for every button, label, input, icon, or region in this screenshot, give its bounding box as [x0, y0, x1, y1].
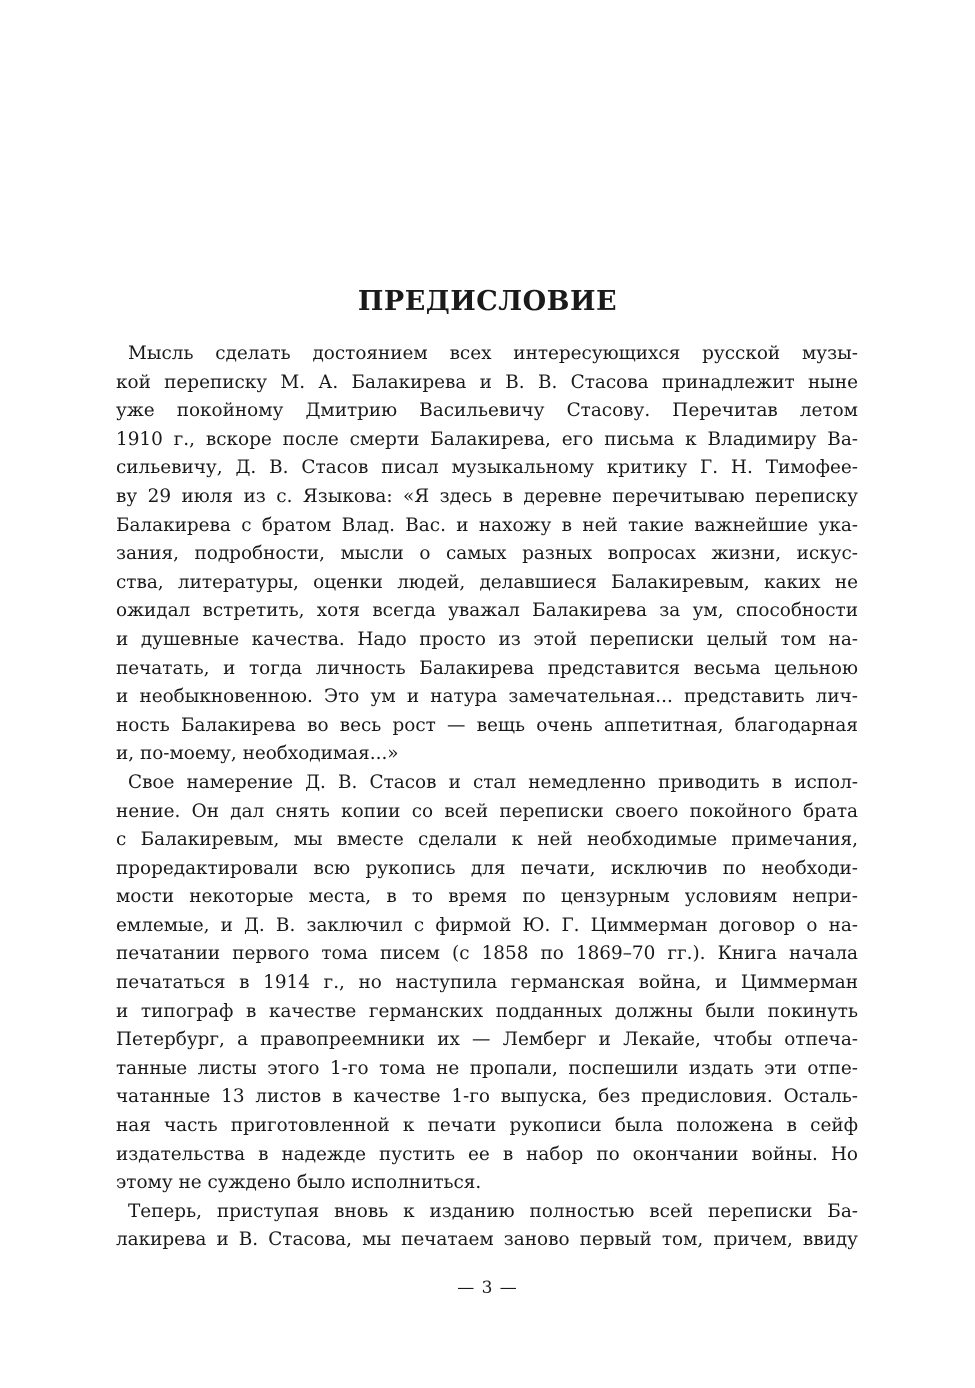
text-line: Мысль сделать достоянием всех интересующихся русской музы- [128, 343, 858, 364]
text-line: лакирева и В. Стасова, мы печатаем заново первый том, причем, ввиду [116, 1229, 858, 1251]
text-line: сильевичу, Д. В. Стасов писал музыкальному критику Г. Н. Тимофее- [116, 457, 858, 479]
text-line: нение. Он дал снять копии со всей переписки своего покойного брата [116, 800, 858, 822]
text-line: и необыкновенною. Это ум и натура замечательная... представить лич- [116, 686, 858, 708]
text-line: чатанные 13 листов в качестве 1-го выпуска, без предисловия. Осталь- [116, 1086, 858, 1108]
text-line: и душевные качества. Надо просто из этой переписки целый том на- [116, 628, 858, 650]
text-line: Теперь, приступая вновь к изданию полностью всей переписки Ба- [128, 1200, 858, 1222]
text-line: Петербург, а правопреемники их — Лемберг и Лекайе, чтобы отпеча- [116, 1029, 858, 1051]
chapter-title: ПРЕДИСЛОВИЕ [357, 286, 618, 317]
text-line: с Балакиревым, мы вместе сделали к ней необходимые примечания, [116, 829, 858, 851]
text-line: зания, подробности, мысли о самых разных вопросах жизни, искус- [116, 543, 858, 565]
text-line: Балакирева с братом Влад. Вас. и нахожу в ней такие важнейшие ука- [116, 514, 858, 536]
text-line: уже покойному Дмитрию Васильевичу Стасову. Перечитав летом [116, 400, 858, 422]
text-line: издательства в надежде пустить ее в набор по окончании войны. Но [116, 1143, 858, 1165]
text-line: этому не суждено было исполниться. [116, 1172, 482, 1194]
paragraph [116, 1198, 858, 1255]
text-line: печататься в 1914 г., но наступила германская война, и Циммерман [116, 972, 858, 994]
text-line: ожидал встретить, хотя всегда уважал Балакирева за ум, способности [116, 600, 858, 622]
paragraph [116, 769, 858, 1198]
text-line: кой переписку М. А. Балакирева и В. В. Стасова принадлежит ныне [116, 371, 858, 393]
text-line: проредактировали всю рукопись для печати, исключив по необходи- [116, 857, 858, 879]
paragraph [116, 340, 858, 769]
text-line: ву 29 июля из с. Языкова: «Я здесь в деревне перечитываю переписку [116, 485, 858, 507]
text-line: и, по-моему, необходимая...» [116, 743, 399, 765]
text-line: печатать, и тогда личность Балакирева представится весьма цельною [116, 657, 858, 679]
text-line: танные листы этого 1-го тома не пропали, поспешили издать эти отпе- [116, 1057, 858, 1079]
text-line: ства, литературы, оценки людей, делавшиеся Балакиревым, каких не [116, 571, 858, 593]
text-line: мости некоторые места, в то время по цензурным условиям непри- [116, 886, 858, 908]
body-text [116, 340, 858, 1255]
text-line: и типограф в качестве германских подданных должны были покинуть [116, 1000, 858, 1022]
text-line: печатании первого тома писем (с 1858 по 1869–70 гг.). Книга начала [116, 943, 858, 965]
text-line: емлемые, и Д. В. заключил с фирмой Ю. Г. Циммерман договор о на- [116, 914, 858, 936]
text-line: ность Балакирева во весь рост — вещь очень аппетитная, благодарная [116, 714, 858, 736]
text-line: ная часть приготовленной к печати рукописи была положена в сейф [116, 1115, 858, 1137]
text-line: Свое намерение Д. В. Стасов и стал немедленно приводить в испол- [128, 771, 858, 793]
page-number: — 3 — [457, 1278, 518, 1298]
text-line: 1910 г., вскоре после смерти Балакирева, его письма к Владимиру Ва- [116, 428, 858, 450]
